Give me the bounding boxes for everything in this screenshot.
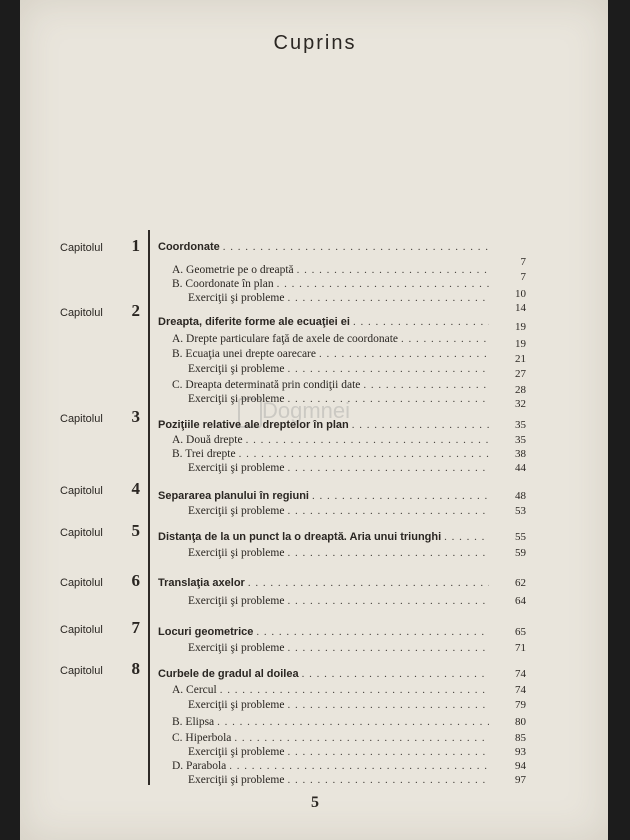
toc-entry xyxy=(172,433,492,447)
chapter-label xyxy=(60,521,140,541)
chapter-label xyxy=(60,301,140,321)
entry-text: C. Hiperbola xyxy=(172,732,232,744)
leader-dots xyxy=(287,362,489,376)
entry-text: Exerciţii şi probleme xyxy=(188,746,285,758)
chapter-number: 3 xyxy=(131,407,140,426)
entry-page-number: 27 xyxy=(515,368,526,380)
leader-dots xyxy=(287,773,489,787)
leader-dots xyxy=(277,277,489,291)
toc-entry xyxy=(188,546,492,560)
entry-text: Translaţia axelor xyxy=(158,577,245,589)
entry-page-number: 80 xyxy=(515,716,526,728)
watermark: Dogmnei xyxy=(262,398,351,423)
entry-text: Distanţa de la un punct la o dreaptă. Aria unui triunghi xyxy=(158,531,442,543)
entry-text: Exerciţii şi probleme xyxy=(188,699,285,711)
entry-text: B. Elipsa xyxy=(172,716,215,728)
toc-entry xyxy=(172,447,492,461)
leader-dots xyxy=(287,594,489,608)
entry-page-number: 21 xyxy=(515,353,526,365)
toc-entry xyxy=(188,362,492,376)
leader-dots xyxy=(287,392,489,406)
leader-dots xyxy=(287,291,489,305)
chapter-number: 7 xyxy=(131,618,140,637)
entry-page-number: 71 xyxy=(515,642,526,654)
toc-entry xyxy=(188,594,492,608)
toc-entry xyxy=(188,745,492,759)
entry-text: Coordonate xyxy=(158,241,220,253)
toc-entry xyxy=(172,759,492,773)
leader-dots xyxy=(302,667,489,681)
entry-text: B. Coordonate în plan xyxy=(172,278,274,290)
chapter-heading xyxy=(158,625,492,639)
entry-text: A. Geometrie pe o dreaptă xyxy=(172,264,294,276)
leader-dots xyxy=(319,347,489,361)
leader-dots xyxy=(287,641,489,655)
entry-text: Exerciţii şi probleme xyxy=(188,363,285,375)
leader-dots xyxy=(287,745,489,759)
page-title: Cuprins xyxy=(273,32,357,54)
leader-dots xyxy=(352,418,489,432)
chapter-number: 1 xyxy=(131,236,140,255)
chapter-label xyxy=(60,407,140,427)
leader-dots xyxy=(234,731,489,745)
toc-entry xyxy=(172,347,492,361)
entry-page-number: 74 xyxy=(515,684,526,696)
toc-entry xyxy=(172,378,492,392)
entry-text: Exerciţii şi probleme xyxy=(188,774,285,786)
leader-dots xyxy=(246,433,489,447)
chapter-label xyxy=(60,571,140,591)
entry-page-number: 94 xyxy=(515,760,526,772)
entry-page-number: 74 xyxy=(515,668,526,680)
entry-page-number: 7 xyxy=(520,271,526,283)
leader-dots xyxy=(287,546,489,560)
entry-page-number: 59 xyxy=(515,547,526,559)
chapter-label xyxy=(60,236,140,256)
entry-page-number: 35 xyxy=(515,419,526,431)
chapter-heading xyxy=(158,667,492,681)
entry-page-number: 7 xyxy=(520,256,526,268)
chapter-word: Capitolul xyxy=(60,307,103,319)
chapter-word: Capitolul xyxy=(60,527,103,539)
entry-page-number: 62 xyxy=(515,577,526,589)
entry-text: Exerciţii şi probleme xyxy=(188,292,285,304)
entry-text: D. Parabola xyxy=(172,760,227,772)
entry-page-number: 10 xyxy=(515,288,526,300)
entry-text: B. Trei drepte xyxy=(172,448,236,460)
toc-entry xyxy=(188,504,492,518)
entry-text: Exerciţii şi probleme xyxy=(188,393,285,405)
entry-page-number: 79 xyxy=(515,699,526,711)
toc-entry xyxy=(188,641,492,655)
leader-dots xyxy=(363,378,489,392)
entry-text: C. Dreapta determinată prin condiţii date xyxy=(172,379,361,391)
chapter-heading xyxy=(158,240,492,254)
chapter-heading xyxy=(158,418,492,432)
entry-page-number: 64 xyxy=(515,595,526,607)
chapter-heading xyxy=(158,489,492,503)
toc-entry xyxy=(172,263,492,277)
entry-page-number: 65 xyxy=(515,626,526,638)
leader-dots xyxy=(287,461,489,475)
leader-dots xyxy=(220,683,489,697)
entry-page-number: 28 xyxy=(515,384,526,396)
toc-entry xyxy=(172,332,492,346)
entry-text: Curbele de gradul al doilea xyxy=(158,668,299,680)
entry-text: A. Drepte particulare faţă de axele de coordonate xyxy=(172,333,399,345)
chapter-label xyxy=(60,659,140,679)
chapter-heading xyxy=(158,576,492,590)
entry-text: B. Ecuaţia unei drepte oarecare xyxy=(172,348,316,360)
toc-entry xyxy=(188,461,492,475)
entry-page-number: 32 xyxy=(515,398,526,410)
leader-dots xyxy=(217,715,489,729)
entry-page-number: 85 xyxy=(515,732,526,744)
entry-text: A. Două drepte xyxy=(172,434,243,446)
entry-text: Exerciţii şi probleme xyxy=(188,595,285,607)
leader-dots xyxy=(312,489,489,503)
entry-page-number: 35 xyxy=(515,434,526,446)
chapter-word: Capitolul xyxy=(60,577,103,589)
entry-text: Separarea planului în regiuni xyxy=(158,490,309,502)
entry-page-number: 19 xyxy=(515,321,526,333)
entry-page-number: 38 xyxy=(515,448,526,460)
entry-text: Exerciţii şi probleme xyxy=(188,462,285,474)
leader-dots xyxy=(229,759,489,773)
chapter-word: Capitolul xyxy=(60,413,103,425)
toc-entry xyxy=(188,698,492,712)
chapter-number: 6 xyxy=(131,571,140,590)
chapter-label xyxy=(60,479,140,499)
entry-page-number: 48 xyxy=(515,490,526,502)
chapter-word: Capitolul xyxy=(60,665,103,677)
entry-text: Poziţiile relative ale dreptelor în plan xyxy=(158,419,349,431)
entry-page-number: 93 xyxy=(515,746,526,758)
leader-dots xyxy=(248,576,489,590)
entry-page-number: 53 xyxy=(515,505,526,517)
leader-dots xyxy=(297,263,489,277)
chapter-heading xyxy=(158,530,492,544)
leader-dots xyxy=(444,530,489,544)
entry-text: Exerciţii şi probleme xyxy=(188,547,285,559)
entry-page-number: 97 xyxy=(515,774,526,786)
entry-page-number: 14 xyxy=(515,302,526,314)
chapter-number: 8 xyxy=(131,659,140,678)
chapter-number: 2 xyxy=(131,301,140,320)
entry-text: Exerciţii şi probleme xyxy=(188,642,285,654)
leader-dots xyxy=(287,504,489,518)
toc-entry xyxy=(172,715,492,729)
entry-page-number: 19 xyxy=(515,338,526,350)
leader-dots xyxy=(353,315,489,329)
chapter-word: Capitolul xyxy=(60,624,103,636)
toc-entry xyxy=(172,683,492,697)
leader-dots xyxy=(223,240,489,254)
toc-entry xyxy=(172,277,492,291)
chapter-word: Capitolul xyxy=(60,485,103,497)
entry-text: A. Cercul xyxy=(172,684,217,696)
leader-dots xyxy=(401,332,489,346)
toc-entry xyxy=(188,392,492,406)
page-number: 5 xyxy=(311,794,319,811)
chapter-heading xyxy=(158,315,492,329)
chapter-number: 5 xyxy=(131,521,140,540)
leader-dots xyxy=(287,698,489,712)
entry-text: Locuri geometrice xyxy=(158,626,254,638)
chapter-word: Capitolul xyxy=(60,242,103,254)
vertical-rule xyxy=(148,230,150,785)
entry-page-number: 55 xyxy=(515,531,526,543)
entry-page-number: 44 xyxy=(515,462,526,474)
toc-entry xyxy=(172,731,492,745)
entry-text: Dreapta, diferite forme ale ecuaţiei ei xyxy=(158,316,350,328)
leader-dots xyxy=(256,625,489,639)
toc-entry xyxy=(188,773,492,787)
toc-entry xyxy=(188,291,492,305)
entry-text: Exerciţii şi probleme xyxy=(188,505,285,517)
leader-dots xyxy=(239,447,489,461)
chapter-label xyxy=(60,618,140,638)
chapter-number: 4 xyxy=(131,479,140,498)
